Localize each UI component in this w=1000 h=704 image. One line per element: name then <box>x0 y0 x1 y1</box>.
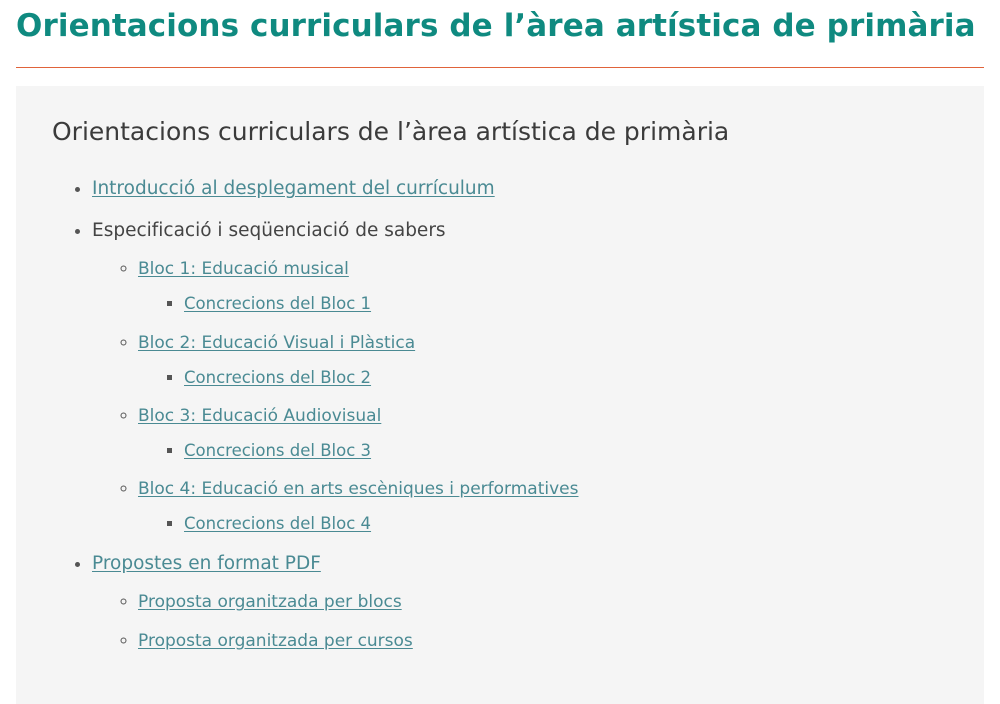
list-item <box>138 630 960 653</box>
toc-sublist-sabers <box>92 258 960 535</box>
toc-sublist-bloc-4 <box>138 513 960 535</box>
list-item <box>184 367 960 389</box>
link-proposta-per-cursos[interactable]: Proposta organitzada per cursos <box>138 631 413 652</box>
list-item <box>92 552 960 653</box>
toc-list <box>40 177 960 653</box>
page-title: Orientacions curriculars de l’àrea artística de primària <box>16 8 976 44</box>
link-propostes-format-pdf[interactable]: Propostes en format PDF <box>92 553 321 575</box>
link-concrecions-bloc-2[interactable]: Concrecions del Bloc 2 <box>184 367 372 387</box>
link-bloc-3[interactable]: Bloc 3: Educació Audiovisual <box>138 405 382 426</box>
title-divider <box>16 67 984 68</box>
list-item <box>138 258 960 315</box>
list-item <box>184 293 960 315</box>
card-heading: Orientacions curriculars de l’àrea artística de primària <box>52 117 730 147</box>
toc-sublist-bloc-3 <box>138 440 960 462</box>
link-bloc-2[interactable]: Bloc 2: Educació Visual i Plàstica <box>138 332 416 353</box>
page-header <box>0 0 1000 45</box>
toc-sublist-bloc-2 <box>138 367 960 389</box>
link-proposta-per-blocs[interactable]: Proposta organitzada per blocs <box>138 592 402 613</box>
content-card <box>16 86 984 704</box>
list-item <box>184 440 960 462</box>
link-concrecions-bloc-3[interactable]: Concrecions del Bloc 3 <box>184 440 372 460</box>
link-bloc-1[interactable]: Bloc 1: Educació musical <box>138 259 349 280</box>
list-item <box>184 513 960 535</box>
list-item <box>138 405 960 462</box>
link-bloc-4[interactable]: Bloc 4: Educació en arts escèniques i performatives <box>138 478 579 499</box>
list-item <box>138 478 960 535</box>
link-concrecions-bloc-4[interactable]: Concrecions del Bloc 4 <box>184 513 372 533</box>
link-concrecions-bloc-1[interactable]: Concrecions del Bloc 1 <box>184 294 372 314</box>
label-especificacio-sequenciacio-sabers: Especificació i seqüenciació de sabers <box>92 220 446 242</box>
link-introduccio-desplegament-curriculum[interactable]: Introducció al desplegament del currículum <box>92 178 495 200</box>
list-item <box>138 332 960 389</box>
toc-sublist-bloc-1 <box>138 293 960 315</box>
list-item <box>92 219 960 535</box>
list-item <box>92 177 960 202</box>
toc-sublist-propostes <box>92 591 960 653</box>
list-item <box>138 591 960 614</box>
